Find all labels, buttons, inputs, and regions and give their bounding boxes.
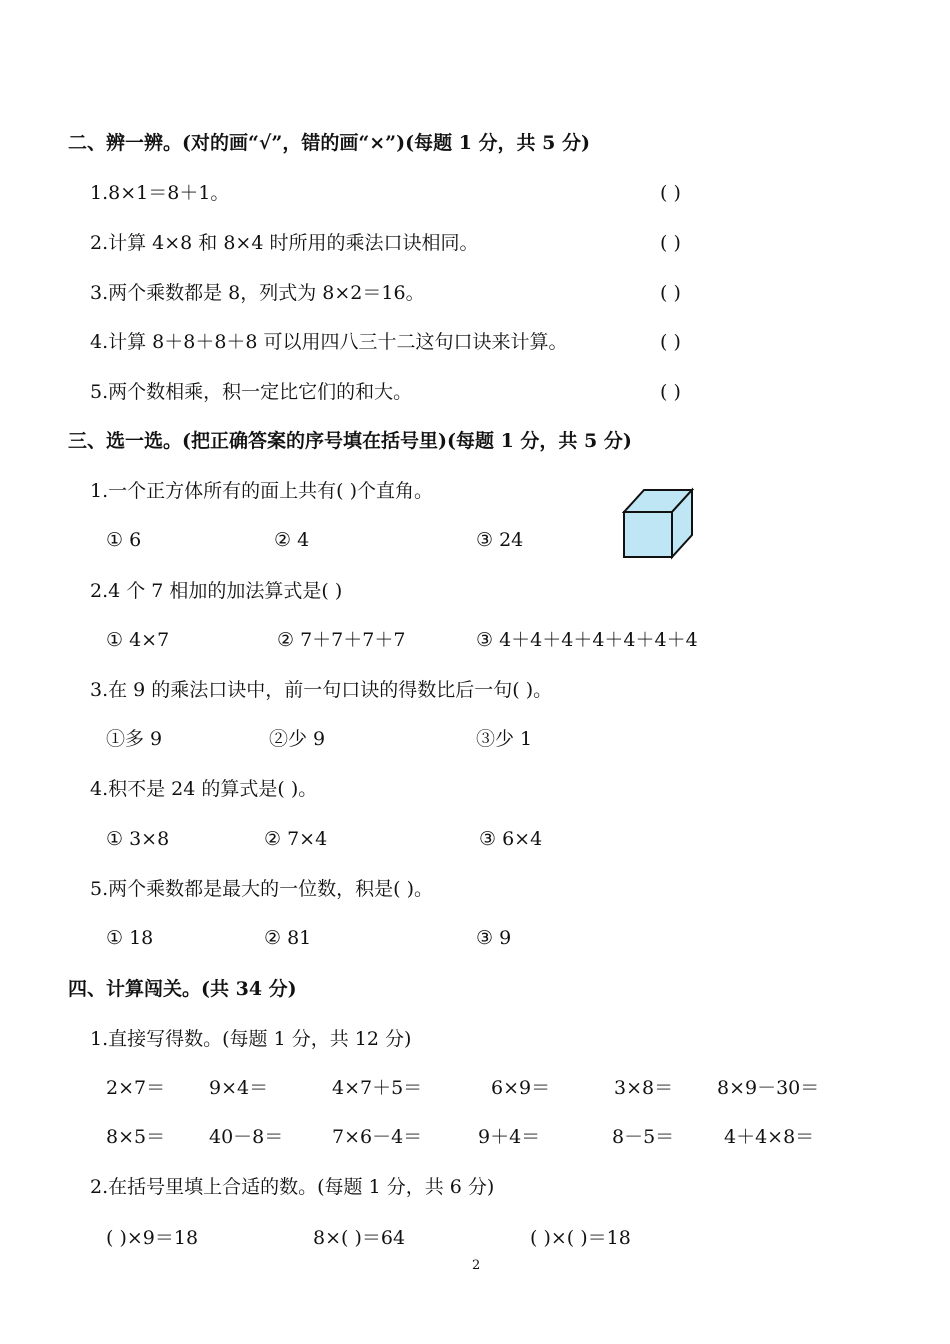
calc-item: 40－8＝: [209, 1126, 284, 1148]
q3-option-2[interactable]: ②少 9: [269, 728, 326, 750]
section-4-heading: 四、计算闯关。(共 34 分): [68, 978, 297, 1000]
calc-item: 8×5＝: [106, 1126, 166, 1148]
q5-option-1[interactable]: ① 18: [106, 927, 154, 949]
page-number: 2: [472, 1258, 481, 1273]
calc-item: 4×7＋5＝: [332, 1077, 423, 1099]
q5-option-3[interactable]: ③ 9: [476, 927, 512, 949]
answer-blank-2[interactable]: ( ): [660, 232, 681, 254]
answer-blank-4[interactable]: ( ): [660, 331, 681, 353]
choice-question-3: 3.在 9 的乘法口诀中，前一句口诀的得数比后一句( )。: [90, 679, 553, 701]
answer-blank-5[interactable]: ( ): [660, 381, 681, 403]
calc-part-1-title: 1.直接写得数。(每题 1 分，共 12 分): [90, 1028, 412, 1050]
q4-option-3[interactable]: ③ 6×4: [479, 828, 543, 850]
choice-question-2: 2.4 个 7 相加的加法算式是( ): [90, 580, 343, 602]
calc-item: 4＋4×8＝: [724, 1126, 815, 1148]
judge-item-5: 5.两个数相乘，积一定比它们的和大。: [90, 381, 413, 403]
q1-option-2[interactable]: ② 4: [274, 529, 310, 551]
calc-item: 7×6－4＝: [332, 1126, 423, 1148]
q4-option-2[interactable]: ② 7×4: [264, 828, 328, 850]
calc-item: 2×7＝: [106, 1077, 166, 1099]
judge-item-1: 1.8×1＝8＋1。: [90, 182, 230, 204]
calc-item: 8－5＝: [612, 1126, 675, 1148]
q2-option-2[interactable]: ② 7＋7＋7＋7: [277, 629, 406, 651]
calc-item: 9×4＝: [209, 1077, 269, 1099]
judge-item-3: 3.两个乘数都是 8，列式为 8×2＝16。: [90, 282, 425, 304]
answer-blank-1[interactable]: ( ): [660, 182, 681, 204]
q5-option-2[interactable]: ② 81: [264, 927, 312, 949]
calc-item: 3×8＝: [614, 1077, 674, 1099]
judge-item-4: 4.计算 8＋8＋8＋8 可以用四八三十二这句口诀来计算。: [90, 331, 568, 353]
section-3-heading: 三、选一选。(把正确答案的序号填在括号里)(每题 1 分，共 5 分): [68, 430, 632, 452]
fill-blank-item-1[interactable]: ( )×9＝18: [106, 1227, 199, 1249]
calc-item: 9＋4＝: [478, 1126, 541, 1148]
choice-question-5: 5.两个乘数都是最大的一位数，积是( )。: [90, 878, 433, 900]
q3-option-3[interactable]: ③少 1: [476, 728, 533, 750]
section-2-heading: 二、辨一辨。(对的画“√”，错的画“×”)(每题 1 分，共 5 分): [68, 132, 590, 154]
answer-blank-3[interactable]: ( ): [660, 282, 681, 304]
calc-item: 8×9－30＝: [717, 1077, 820, 1099]
q4-option-1[interactable]: ① 3×8: [106, 828, 170, 850]
q1-option-3[interactable]: ③ 24: [476, 529, 524, 551]
calc-item: 6×9＝: [491, 1077, 551, 1099]
q2-option-3[interactable]: ③ 4＋4＋4＋4＋4＋4＋4: [476, 629, 698, 651]
q2-option-1[interactable]: ① 4×7: [106, 629, 170, 651]
cube-icon: [620, 486, 696, 560]
q3-option-1[interactable]: ①多 9: [106, 728, 163, 750]
calc-part-2-title: 2.在括号里填上合适的数。(每题 1 分，共 6 分): [90, 1176, 495, 1198]
judge-item-2: 2.计算 4×8 和 8×4 时所用的乘法口诀相同。: [90, 232, 479, 254]
choice-question-1: 1.一个正方体所有的面上共有( )个直角。: [90, 480, 433, 502]
fill-blank-item-3[interactable]: ( )×( )＝18: [530, 1227, 631, 1249]
fill-blank-item-2[interactable]: 8×( )＝64: [313, 1227, 406, 1249]
choice-question-4: 4.积不是 24 的算式是( )。: [90, 778, 318, 800]
q1-option-1[interactable]: ① 6: [106, 529, 142, 551]
